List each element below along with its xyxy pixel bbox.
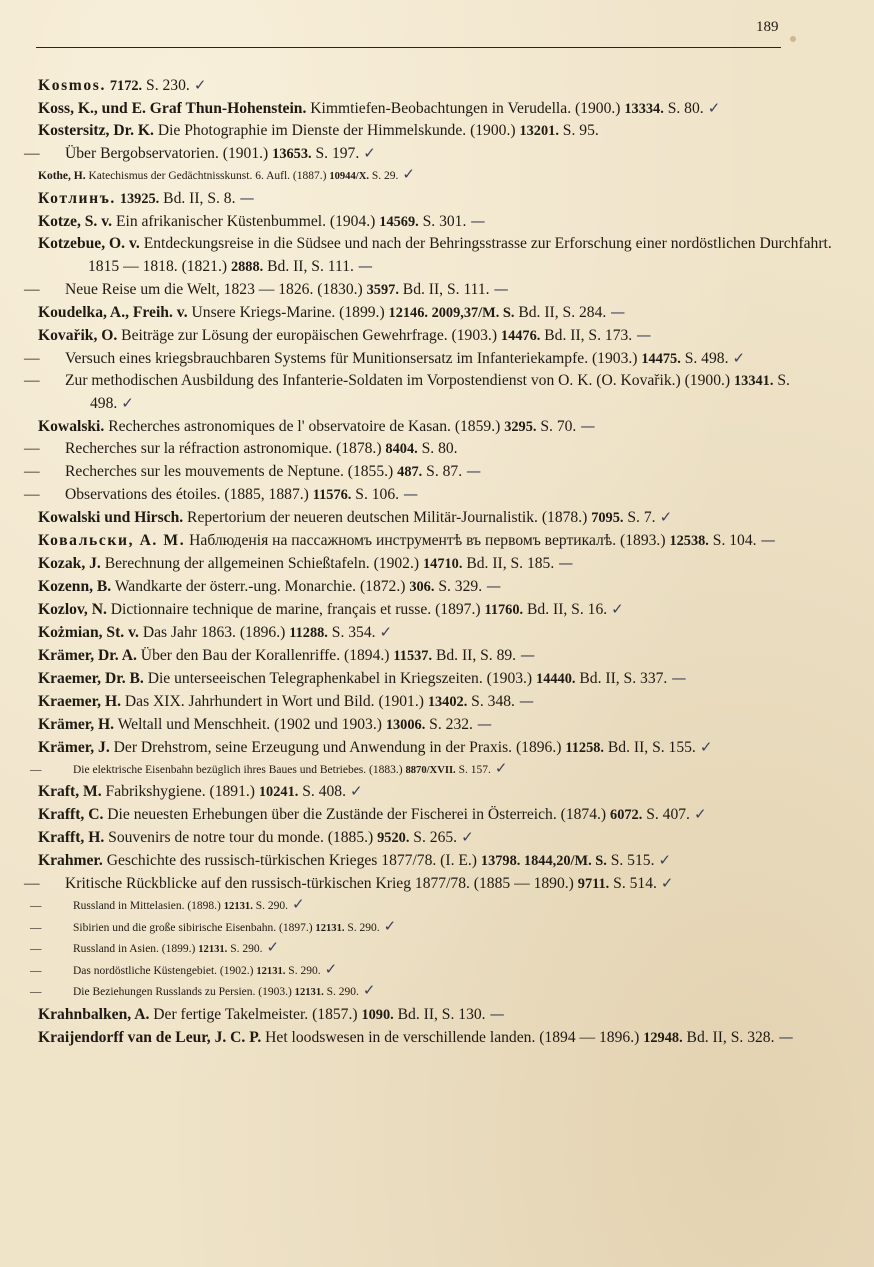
entry-reference: Bd. II, S. 16. (523, 600, 608, 618)
entry-reference: S. 498. (680, 349, 729, 367)
catalog-entry (38, 120, 833, 142)
catalog-entry (38, 233, 833, 278)
entry-title: Russland in Asien. (1899.) (73, 943, 199, 955)
entry-signature: 8404. (385, 440, 418, 457)
entry-title: Über Bergobservatorien. (1901.) (65, 145, 273, 162)
entry-reference: Bd. II, S. 89. (432, 646, 517, 664)
catalog-entry: — Versuch eines kriegsbrauchbaren Systems für Munitionsersatz im Infanteriekampfe. (1903.) 14475. S. 498. ✓ (24, 348, 746, 367)
entry-reference: S. 106. (351, 485, 400, 503)
catalog-entry (38, 165, 833, 187)
catalog-entry (38, 74, 833, 97)
entry-title: Weltall und Menschheit. (1902 und 1903.) (114, 715, 386, 733)
dash-mark-icon: — (239, 188, 255, 207)
entry-author: Kotze, S. v. (38, 212, 113, 230)
entry-title: Berechnung der allgemeinen Schießtafeln. (1902.) (100, 554, 423, 572)
entry-signature: 12146. 2009,37/M. S. (388, 304, 515, 321)
entry-author: Kotzebue, O. v. (38, 234, 140, 252)
catalog-entry: — Recherches sur la réfraction astronomique. (1878.) 8404. S. 80. (24, 439, 458, 457)
check-mark-icon: ✓ (699, 737, 713, 756)
dash-mark-icon: — (489, 1004, 505, 1023)
entry-signature: 13334. (624, 101, 664, 117)
catalog-entry (38, 598, 833, 621)
catalog-entry (38, 803, 833, 826)
check-mark-icon: ✓ (611, 599, 624, 618)
entry-author: Kothe, H. (38, 170, 86, 182)
dash-mark-icon: — (357, 256, 373, 275)
entry-signature: 11258. (565, 739, 604, 756)
check-mark-icon: ✓ (461, 828, 474, 846)
entry-reference: S. 290. (344, 921, 380, 934)
entry-title: Entdeckungsreise in die Südsee und nach der Behringsstrasse zur Erforschung einer nordöstlichen Durchfahrt. 1815 — 1818. (1821.) (88, 234, 832, 275)
entry-signature: 13798. 1844,20/M. S. (480, 853, 607, 869)
entry-author: Kraemer, Dr. B. (38, 669, 144, 687)
catalog-entry: — Russland in Mittelasien. (1898.) 12131. S. 290. ✓ (30, 895, 305, 913)
check-mark-icon: ✓ (363, 144, 376, 162)
catalog-entry (38, 644, 833, 667)
entry-reference: Bd. II, S. 284. (514, 303, 607, 321)
entry-author: Ковальски, А. М. (38, 531, 186, 549)
entry-reference: S. 301. (418, 212, 467, 230)
entry-reference: Bd. II, S. 185. (462, 554, 555, 572)
entry-signature: 13402. (427, 693, 468, 710)
catalog-entry (38, 736, 833, 759)
entry-signature: 3597. (366, 281, 399, 298)
dash-mark-icon: — (760, 530, 776, 549)
entry-signature: 8870/XVII. (405, 764, 456, 776)
entry-author: Krafft, H. (38, 829, 105, 846)
header-rule (36, 47, 781, 48)
entry-signature: 12131. (256, 965, 286, 977)
entry-reference: Bd. II, S. 111. (263, 257, 354, 275)
check-mark-icon: ✓ (362, 981, 376, 999)
entry-reference: S. 232. (425, 715, 473, 733)
entry-signature: 12131. (315, 922, 345, 934)
entry-title: Sibirien und die große sibirische Eisenbahn. (1897.) (73, 921, 316, 934)
catalog-entry (38, 324, 833, 347)
entry-signature: 306. (409, 578, 435, 595)
entry-signature: 9711. (577, 876, 610, 892)
paper-stain (790, 36, 796, 42)
check-mark-icon: ✓ (658, 851, 672, 869)
page-number: 189 (756, 19, 779, 35)
entry-title: Souvenirs de notre tour du monde. (1885.) (104, 829, 378, 846)
entry-reference: Bd. II, S. 111. (398, 280, 490, 298)
catalog-entry: — Neue Reise um die Welt, 1823 — 1826. (1830.) 3597. Bd. II, S. 111. — (24, 279, 509, 298)
entry-title: Die Beziehungen Russlands zu Persien. (1903.) (73, 986, 295, 998)
entry-author: Krämer, J. (38, 738, 110, 756)
entry-reference: S. 408. (298, 783, 346, 800)
entry-title: Neue Reise um die Welt, 1823 — 1826. (1830.) (65, 280, 367, 298)
entry-author: Koss, K., und E. Graf Thun-Hohenstein. (38, 100, 307, 117)
entry-author: Krahmer. (38, 852, 103, 869)
entry-author: Kraft, M. (38, 783, 102, 800)
entry-author: Kowalski. (38, 417, 105, 435)
catalog-entries (24, 74, 833, 1049)
catalog-entry (38, 826, 833, 849)
entry-title: Die elektrische Eisenbahn bezüglich ihres Baues und Betriebes. (1883.) (73, 763, 406, 776)
catalog-entry (38, 529, 833, 552)
entry-reference: Bd. II, S. 130. (393, 1005, 486, 1023)
entry-signature: 14710. (422, 555, 463, 572)
catalog-entry (38, 187, 833, 210)
entry-signature: 14475. (641, 350, 681, 367)
entry-signature: 12131. (223, 901, 253, 912)
entry-title: Das XIX. Jahrhundert in Wort und Bild. (1901.) (121, 692, 428, 710)
check-mark-icon: ✓ (494, 758, 508, 777)
entry-reference: S. 87. (422, 462, 463, 480)
dash-mark-icon: — (470, 211, 486, 230)
check-mark-icon: ✓ (121, 393, 134, 412)
entry-signature: 2888. (230, 258, 264, 275)
entry-title: Dictionnaire technique de marine, français et russe. (1897.) (106, 600, 485, 618)
entry-reference: S. 197. (311, 145, 360, 162)
entry-title: Repertorium der neueren deutschen Militär-Journalistik. (1878.) (183, 508, 592, 526)
entry-signature: 10241. (258, 784, 299, 800)
entry-title: Unsere Kriegs-Marine. (1899.) (187, 303, 389, 321)
catalog-entry (38, 1026, 833, 1049)
check-mark-icon: ✓ (707, 99, 721, 117)
check-mark-icon: ✓ (350, 782, 363, 800)
entry-signature: 7172. (109, 78, 143, 94)
dash-mark-icon: — (558, 553, 574, 572)
entry-signature: 1090. (361, 1006, 394, 1023)
entry-signature: 13201. (519, 123, 559, 139)
entry-title: Katechismus der Gedächtnisskunst. 6. Aufl. (1887.) (85, 170, 330, 182)
entry-signature: 14440. (536, 670, 576, 687)
entry-signature: 11576. (312, 486, 352, 503)
entry-reference: S. 515. (606, 852, 655, 869)
entry-reference: Bd. II, S. 337. (575, 669, 668, 687)
entry-signature: 13653. (272, 146, 312, 162)
catalog-entry (38, 575, 833, 598)
entry-author: Kraemer, H. (38, 692, 121, 710)
entry-title: Die Photographie im Dienste der Himmelskunde. (1900.) (153, 122, 520, 139)
entry-title: Het loodswesen in de verschillende landen. (1894 — 1896.) (261, 1028, 644, 1046)
catalog-entry (38, 690, 833, 713)
entry-signature: 12131. (198, 944, 228, 955)
entry-author: Kostersitz, Dr. K. (38, 122, 154, 139)
catalog-entry: — Kritische Rückblicke auf den russisch-türkischen Krieg 1877/78. (1885 — 1890.) 9711. S. 514. ✓ (24, 874, 674, 892)
check-mark-icon: ✓ (660, 874, 674, 892)
entry-signature: 12131. (294, 987, 324, 998)
catalog-entry: — Zur methodischen Ausbildung des Infanterie-Soldaten im Vorpostendienst von O. K. (O. Kovařik.) (1900.) 13341. S. 498. ✓ (24, 371, 790, 412)
catalog-entry: — Über Bergobservatorien. (1901.) 13653. S. 197. ✓ (24, 144, 376, 162)
entry-reference: Bd. II, S. 173. (540, 326, 633, 344)
catalog-entry (38, 210, 833, 233)
entry-reference: S. 7. (623, 508, 656, 526)
entry-title: Kimmtiefen-Beobachtungen in Verudella. (1900.) (306, 100, 625, 117)
entry-signature: 14476. (500, 327, 541, 344)
catalog-entry (38, 506, 833, 529)
entry-reference: S. 290. (323, 986, 359, 998)
dash-mark-icon: — (636, 325, 652, 344)
entry-signature: 14569. (379, 213, 419, 230)
entry-signature: 13006. (385, 716, 426, 733)
entry-author: Kraijendorff van de Leur, J. C. P. (38, 1028, 262, 1046)
dash-mark-icon: — (403, 484, 419, 503)
entry-reference: S. 329. (434, 577, 483, 595)
entry-title: Wandkarte der österr.-ung. Monarchie. (1872.) (111, 577, 410, 595)
catalog-entry (38, 849, 833, 872)
catalog-entry: — Sibirien und die große sibirische Eisenbahn. (1897.) 12131. S. 290. ✓ (30, 916, 397, 935)
catalog-entry (38, 1003, 833, 1026)
entry-reference: S. 157. (455, 763, 491, 776)
entry-author: Kosmos. (38, 77, 106, 94)
entry-signature: 3295. (504, 418, 537, 435)
entry-title: Der fertige Takelmeister. (1857.) (149, 1005, 362, 1023)
catalog-entry: — Recherches sur les mouvements de Neptune. (1855.) 487. S. 87. — (24, 461, 482, 480)
entry-title: Der Drehstrom, seine Erzeugung und Anwendung in der Praxis. (1896.) (109, 738, 566, 756)
entry-author: Kozlov, N. (38, 600, 107, 618)
entry-reference: S. 70. (536, 417, 577, 435)
entry-title: Russland in Mittelasien. (1898.) (73, 900, 224, 912)
entry-title: Zur methodischen Ausbildung des Infanterie-Soldaten im Vorpostendienst von O. K. (O. Kovařik.) (1900.) (65, 371, 734, 389)
entry-title: Die neuesten Erhebungen über die Zustände der Fischerei in Österreich. (1874.) (103, 806, 611, 823)
dash-mark-icon: — (671, 668, 687, 687)
entry-title: Versuch eines kriegsbrauchbaren Systems für Munitionsersatz im Infanteriekampfe. (1903.) (65, 349, 642, 367)
entry-signature: 13925. (119, 190, 160, 207)
dash-mark-icon: — (493, 279, 509, 298)
check-mark-icon: ✓ (383, 916, 397, 935)
entry-title: Наблюденія на пассажномъ инструментѣ въ первомъ вертикалѣ. (1893.) (185, 531, 670, 549)
entry-title: Beiträge zur Lösung der europäischen Gewehrfrage. (1903.) (117, 326, 501, 344)
entry-reference: S. 290. (227, 943, 263, 955)
catalog-entry (38, 301, 833, 324)
entry-title: Das Jahr 1863. (1896.) (138, 623, 290, 641)
entry-author: Котлинъ. (38, 189, 116, 207)
entry-title: Recherches sur la réfraction astronomique. (1878.) (65, 439, 386, 457)
entry-reference: S. 290. (285, 964, 321, 977)
entry-author: Koudelka, A., Freih. v. (38, 303, 188, 321)
entry-reference: S. 80. (663, 100, 704, 117)
entry-reference: Bd. II, S. 155. (604, 738, 696, 756)
entry-reference: S. 104. (708, 531, 757, 549)
dash-mark-icon: — (486, 576, 502, 595)
entry-signature: 487. (397, 463, 423, 480)
dash-mark-icon: — (778, 1027, 794, 1046)
check-mark-icon: ✓ (266, 938, 280, 956)
check-mark-icon: ✓ (324, 959, 338, 978)
entry-reference: S. 354. (327, 623, 376, 641)
catalog-entry (38, 713, 833, 736)
dash-mark-icon: — (520, 645, 536, 664)
check-mark-icon: ✓ (379, 622, 393, 641)
entry-signature: 12538. (669, 532, 709, 549)
entry-reference: Bd. II, S. 8. (159, 189, 236, 207)
dash-mark-icon: — (476, 714, 492, 733)
entry-title: Das nordöstliche Küstengebiet. (1902.) (73, 964, 257, 977)
entry-author: Krämer, Dr. A. (38, 646, 137, 664)
entry-title: Recherches astronomiques de l' observatoire de Kasan. (1859.) (104, 417, 505, 435)
entry-title: Über den Bau der Korallenriffe. (1894.) (136, 646, 394, 664)
entry-signature: 7095. (591, 509, 624, 526)
catalog-entry (38, 621, 833, 644)
entry-reference: S. 348. (467, 692, 515, 710)
check-mark-icon: ✓ (402, 165, 415, 183)
entry-reference: S. 514. (609, 875, 657, 892)
catalog-entry (38, 552, 833, 575)
catalog-entry: — Die elektrische Eisenbahn bezüglich ihres Baues und Betriebes. (1883.) 8870/XVII. S. 157. ✓ (30, 758, 508, 777)
entry-author: Kożmian, St. v. (38, 623, 139, 641)
catalog-entry: — Die Beziehungen Russlands zu Persien. (1903.) 12131. S. 290. ✓ (30, 981, 376, 999)
entry-signature: 10944/X. (329, 171, 369, 182)
entry-reference: Bd. II, S. 328. (682, 1028, 775, 1046)
entry-reference: S. 290. (252, 900, 289, 912)
check-mark-icon: ✓ (193, 76, 207, 94)
entry-title: Die unterseeischen Telegraphenkabel in Kriegszeiten. (1903.) (143, 669, 537, 687)
entry-reference: S. 29. (368, 170, 399, 182)
entry-reference: S. 498. (90, 371, 790, 412)
catalog-entry (38, 415, 833, 438)
entry-author: Kozak, J. (38, 554, 101, 572)
entry-reference: S. 230. (142, 77, 190, 94)
dash-mark-icon: — (610, 302, 626, 321)
entry-signature: 13341. (733, 372, 774, 389)
entry-signature: 11760. (484, 601, 524, 618)
entry-signature: 12948. (643, 1029, 683, 1046)
entry-reference: S. 265. (409, 829, 458, 846)
entry-reference: S. 80. (417, 439, 458, 457)
check-mark-icon: ✓ (292, 895, 305, 913)
entry-title: Kritische Rückblicke auf den russisch-türkischen Krieg 1877/78. (1885 — 1890.) (65, 875, 578, 892)
catalog-entry: — Das nordöstliche Küstengebiet. (1902.) 12131. S. 290. ✓ (30, 959, 338, 978)
entry-author: Kowalski und Hirsch. (38, 508, 184, 526)
dash-mark-icon: — (518, 691, 534, 710)
entry-reference: S. 95. (558, 122, 599, 139)
entry-author: Krämer, H. (38, 715, 115, 733)
dash-mark-icon: — (580, 416, 596, 435)
catalog-entry (38, 97, 833, 120)
check-mark-icon: ✓ (732, 348, 746, 367)
catalog-entry: — Russland in Asien. (1899.) 12131. S. 290. ✓ (30, 938, 280, 956)
entry-signature: 11537. (393, 647, 433, 664)
entry-title: Geschichte des russisch-türkischen Krieges 1877/78. (I. E.) (102, 852, 481, 869)
entry-title: Fabrikshygiene. (1891.) (101, 783, 259, 800)
check-mark-icon: ✓ (693, 805, 707, 823)
catalog-entry (38, 667, 833, 690)
entry-author: Kovařik, O. (38, 326, 118, 344)
entry-signature: 11288. (289, 624, 328, 641)
check-mark-icon: ✓ (659, 507, 673, 526)
catalog-entry: — Observations des étoiles. (1885, 1887.) 11576. S. 106. — (24, 484, 419, 503)
entry-signature: 6072. (610, 807, 643, 823)
entry-author: Krafft, C. (38, 806, 104, 823)
entry-author: Krahnbalken, A. (38, 1005, 150, 1023)
entry-signature: 9520. (377, 830, 410, 846)
entry-title: Ein afrikanischer Küstenbummel. (1904.) (112, 212, 380, 230)
dash-mark-icon: — (466, 461, 482, 480)
entry-title: Recherches sur les mouvements de Neptune. (1855.) (65, 462, 398, 480)
entry-author: Kozenn, B. (38, 577, 112, 595)
entry-reference: S. 407. (642, 806, 690, 823)
entry-title: Observations des étoiles. (1885, 1887.) (65, 485, 313, 503)
catalog-entry (38, 780, 833, 803)
